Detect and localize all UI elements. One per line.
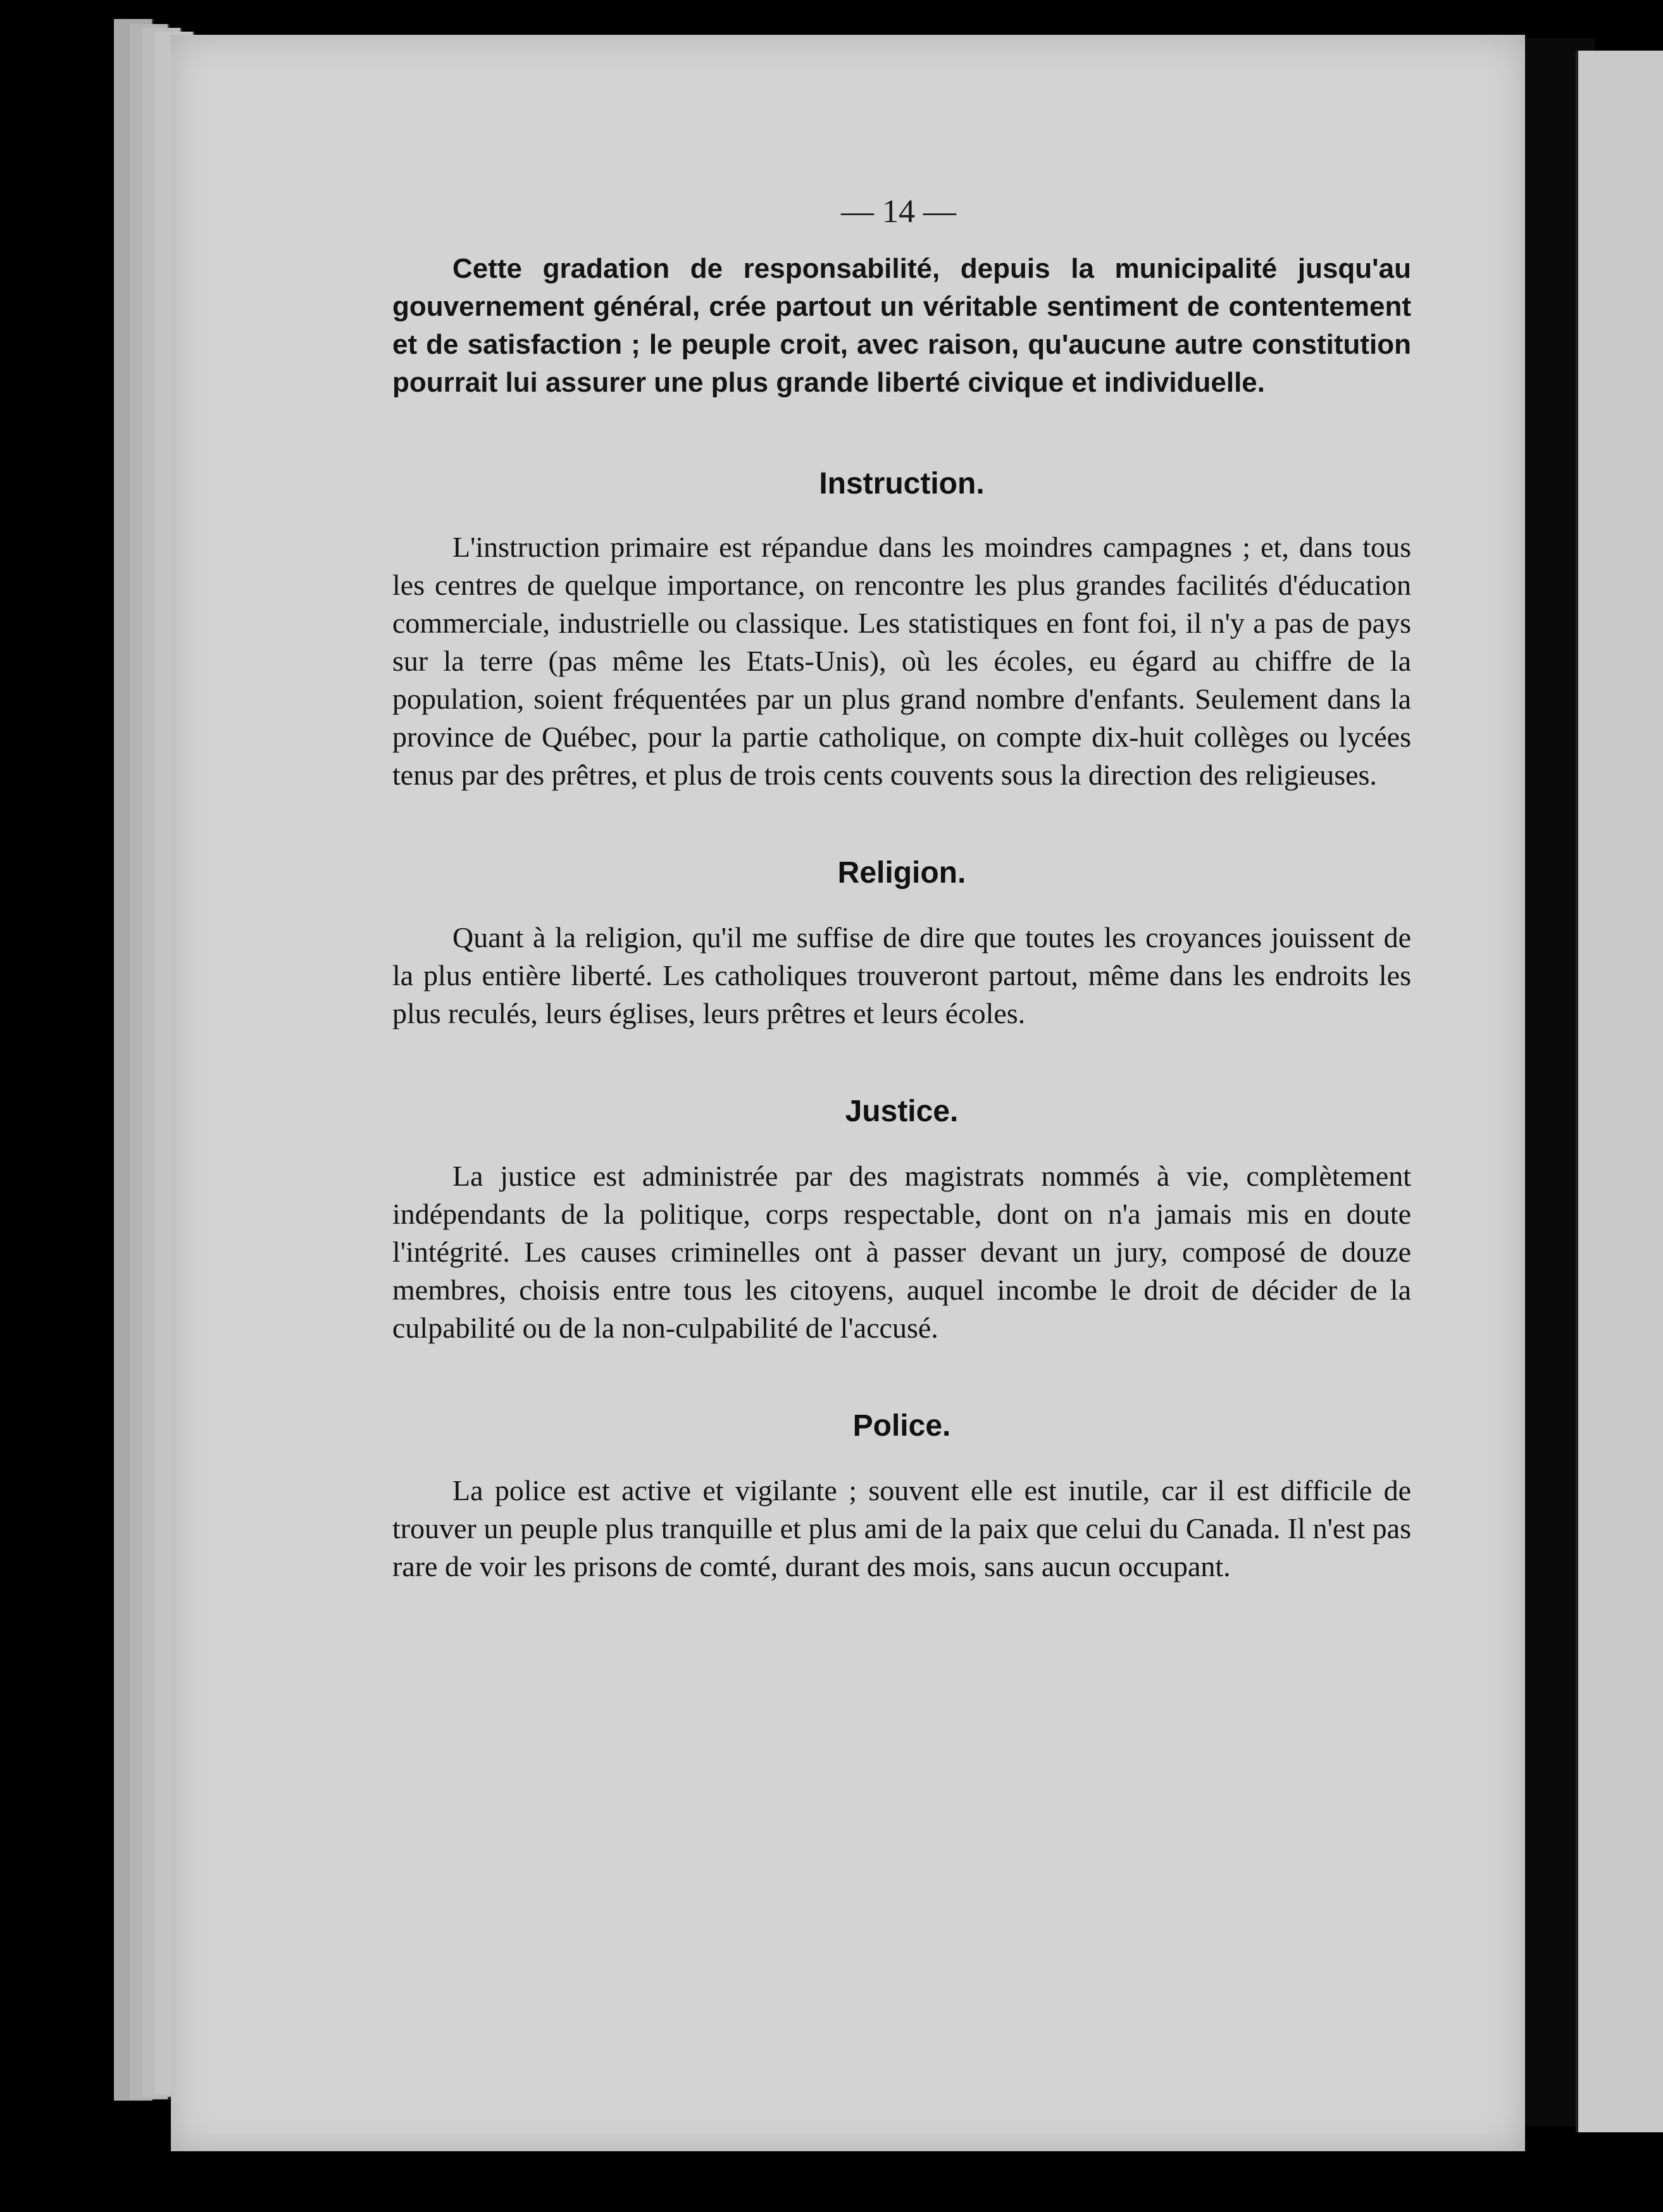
heading-justice: Justice. (845, 1095, 959, 1128)
facing-page-edge (1576, 51, 1663, 2132)
paragraph-police: La police est active et vigilante ; souvent elle est inutile, car il est difficile de trouver un peuple plus tranquille et plus ami de la paix que celui du Canada. Il n'est pas rare de voir les prisons de comté, durant des mois, sans aucun occupant. (392, 1474, 1411, 1582)
heading-religion: Religion. (837, 856, 966, 890)
intro-paragraph: Cette gradation de responsabilité, depuis la municipalité jusqu'au gouvernement général, crée partout un véritable sentiment de contentement et de satisfaction ; le peuple croit, avec raison, qu'aucune autre constitution pourrait lui assurer une plus grande liberté civique et individuelle. (392, 253, 1411, 398)
heading-instruction: Instruction. (819, 467, 985, 500)
paragraph-justice: La justice est administrée par des magistrats nommés à vie, complètement indépendants de la politique, corps respectable, dont on n'a jamais mis en doute l'intégrité. Les causes criminelles ont à passer devant un jury, composé de douze membres, choisis entre tous les citoyens, auquel incombe le droit de décider de la culpabilité ou de la non-culpabilité de l'accusé. (392, 1160, 1411, 1344)
page-number: — 14 — (841, 194, 956, 230)
paragraph-religion: Quant à la religion, qu'il me suffise de dire que toutes les croyances jouissent de la plus entière liberté. Les catholiques trouveront partout, même dans les endroits les plus reculés, leurs églises, leurs prêtres et leurs écoles. (392, 921, 1411, 1029)
heading-police: Police. (852, 1409, 951, 1443)
paragraph-instruction: L'instruction primaire est répandue dans les moindres campagnes ; et, dans tous les centres de quelque importance, on rencontre les plus grandes facilités d'éducation commerciale, industrielle ou classique. Les statistiques en font foi, il n'y a pas de pays sur la terre (pas même les Etats-Unis), où les écoles, eu égard au chiffre de la population, soient fréquentées par un plus grand nombre d'enfants. Seulement dans la province de Québec, pour la partie catholique, on compte dix-huit collèges ou lycées tenus par des prêtres, et plus de trois cents couvents sous la direction des religieuses. (392, 531, 1411, 791)
page-content (392, 250, 1411, 1586)
